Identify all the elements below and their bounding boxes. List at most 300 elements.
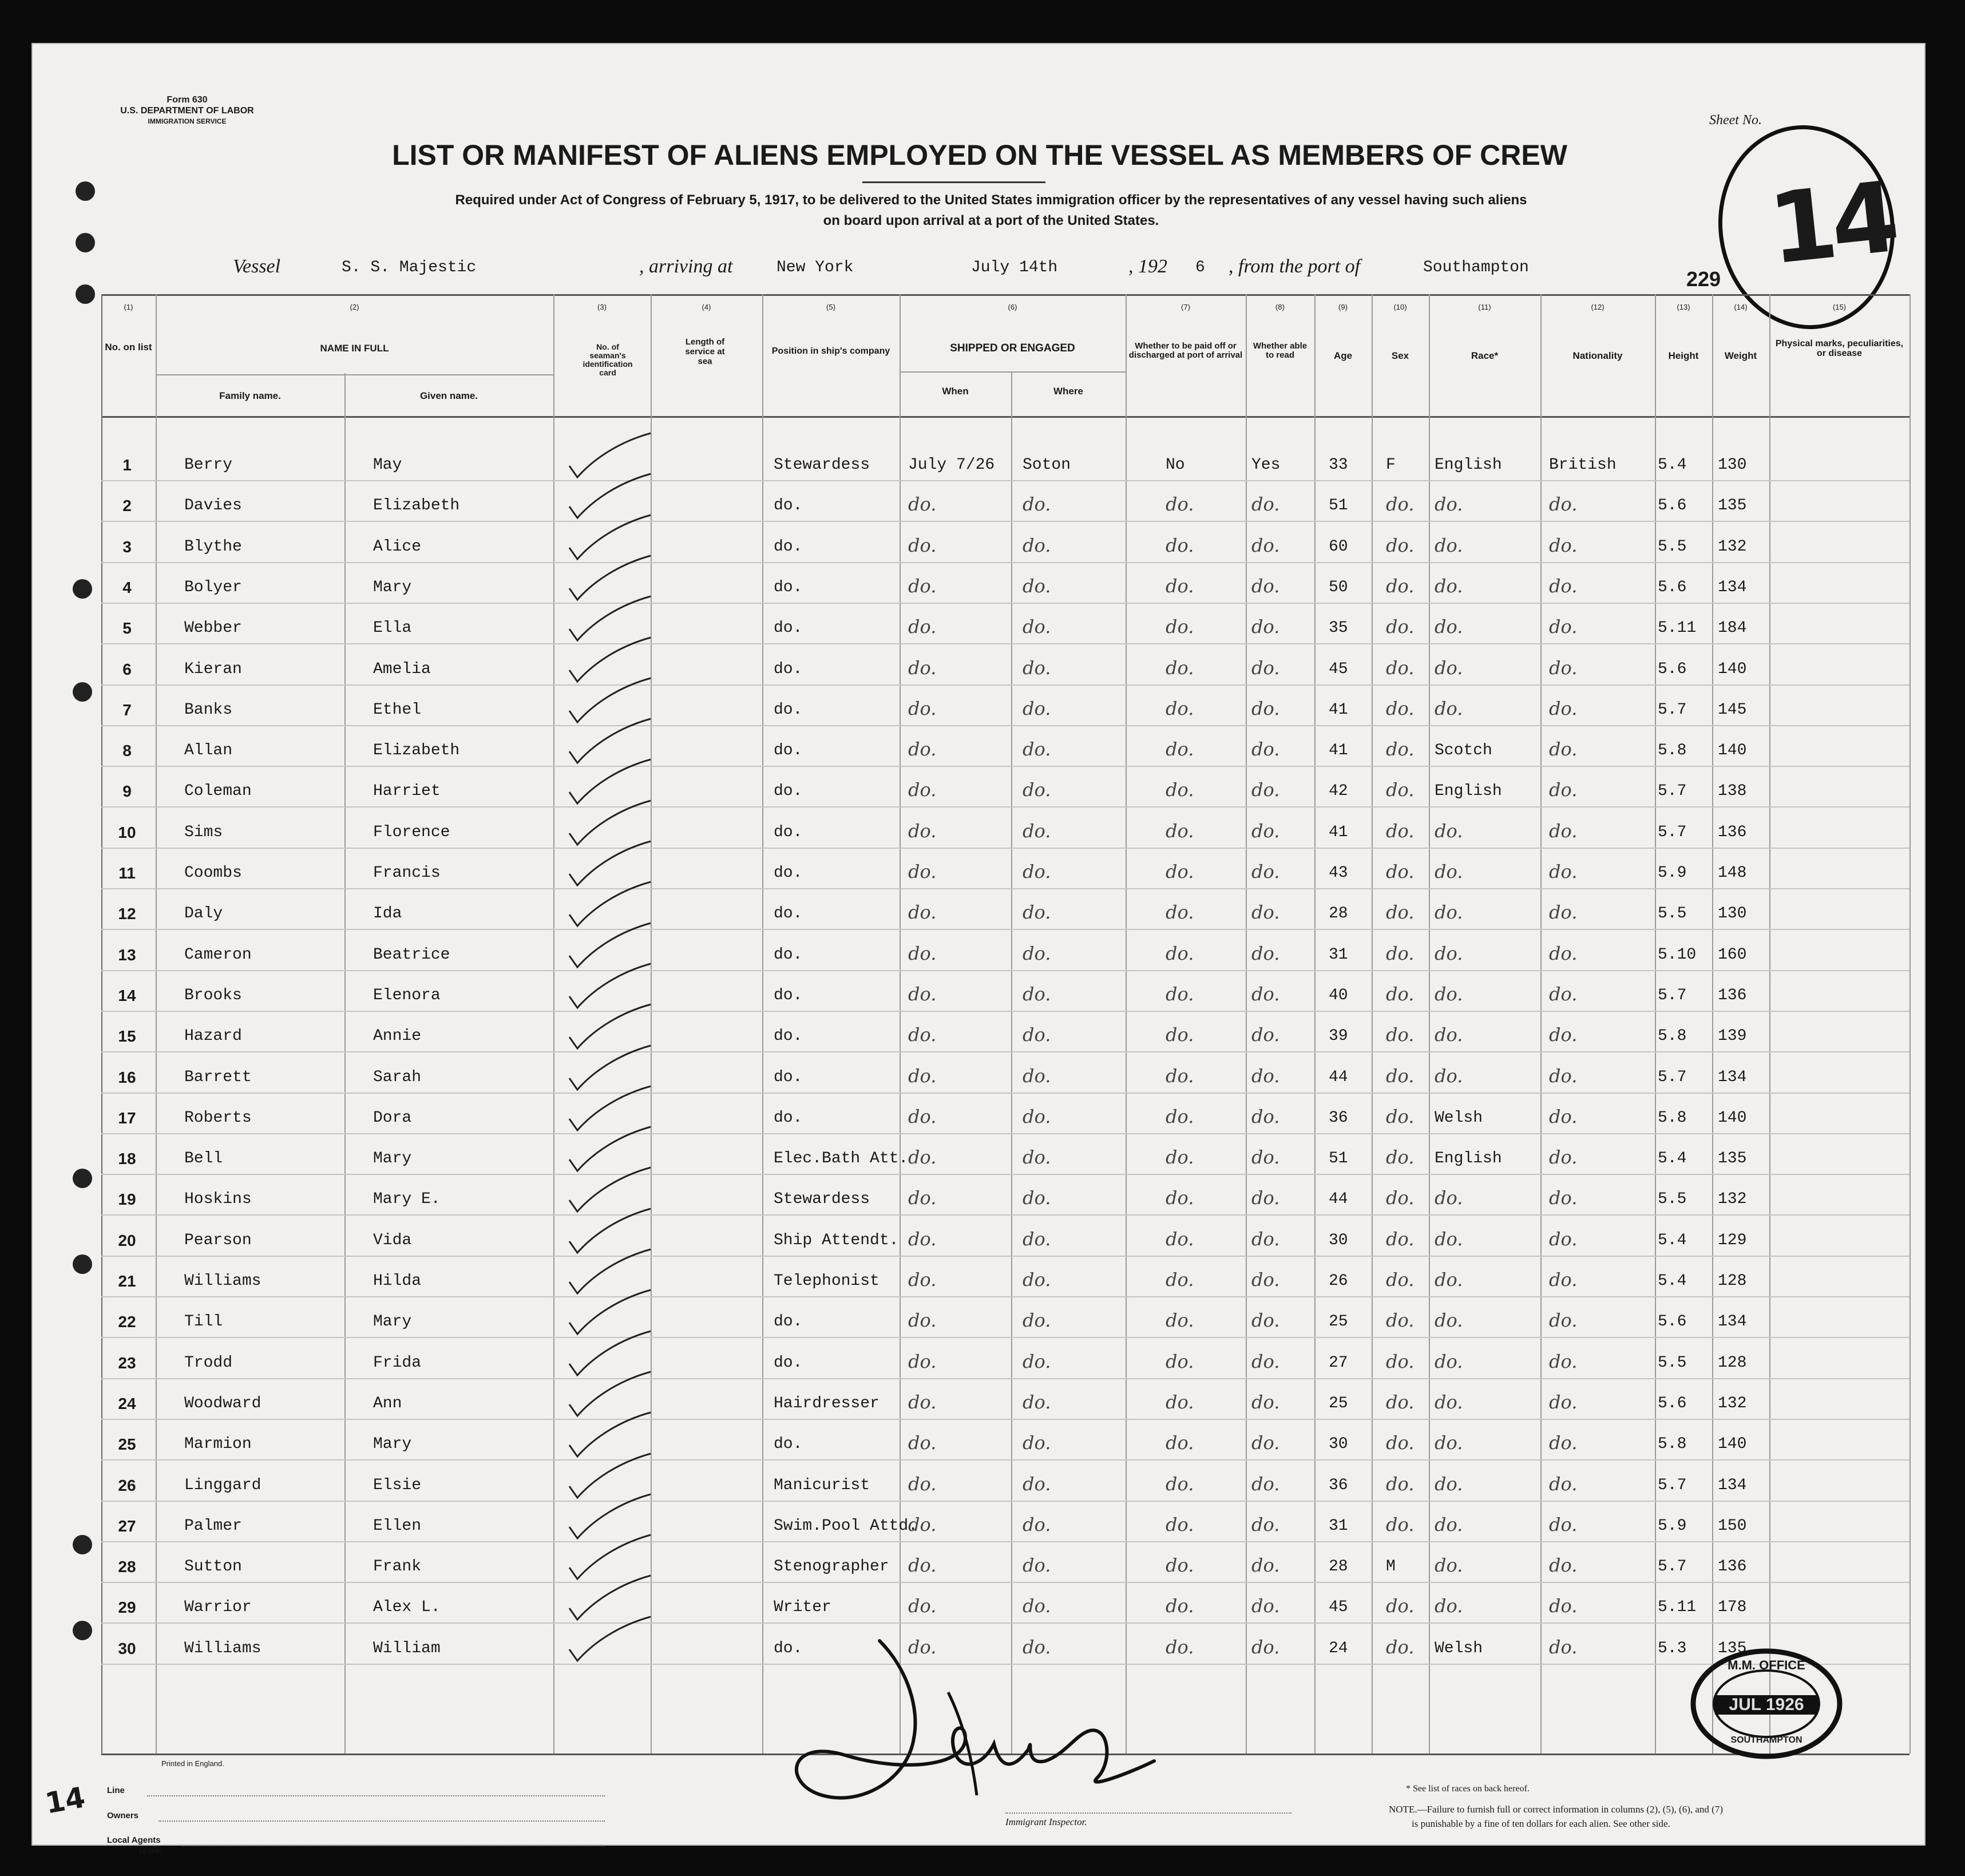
race-cell: do. — [1435, 943, 1463, 964]
row-number: 18 — [118, 1150, 136, 1167]
family-name-cell: Pearson — [184, 1232, 252, 1249]
nationality-cell: do. — [1549, 698, 1578, 719]
age-cell: 33 — [1329, 456, 1348, 474]
race-cell: do. — [1435, 698, 1463, 719]
stamp-bottom-text: SOUTHAMPTON — [1730, 1735, 1802, 1745]
family-name-cell: Blythe — [184, 538, 242, 556]
col-header-name: NAME IN FULL — [320, 343, 389, 354]
paid-off-cell: do. — [1166, 535, 1194, 556]
position-cell: Elec.Bath Att. — [774, 1150, 909, 1167]
form-header-block — [84, 94, 290, 127]
race-cell: English — [1435, 782, 1502, 800]
race-cell: do. — [1435, 983, 1463, 1005]
able-to-read-cell: do. — [1251, 1595, 1280, 1617]
paid-off-cell: do. — [1166, 616, 1194, 638]
position-cell: do. — [774, 1640, 803, 1657]
footer-owners-label: Owners — [107, 1811, 139, 1820]
form-number: Form 630 — [167, 95, 208, 105]
punch-hole — [73, 1535, 92, 1554]
able-to-read-cell: do. — [1251, 983, 1280, 1005]
form-service: IMMIGRATION SERVICE — [148, 117, 227, 125]
shipped-when-cell: do. — [908, 1595, 937, 1617]
row-number: 24 — [118, 1395, 136, 1412]
row-number: 8 — [122, 742, 132, 759]
row-rule — [101, 806, 1909, 808]
row-number: 6 — [122, 660, 132, 678]
weight-cell: 130 — [1718, 456, 1747, 474]
weight-cell: 134 — [1718, 1477, 1747, 1494]
nationality-cell: do. — [1549, 1146, 1578, 1168]
shipped-when-cell: do. — [908, 1309, 937, 1331]
sex-cell: do. — [1386, 1106, 1415, 1127]
position-cell: do. — [774, 660, 803, 678]
shipped-when-cell: do. — [908, 983, 937, 1005]
col-11-number: (11) — [1478, 303, 1491, 311]
mm-office-stamp — [1689, 1647, 1844, 1761]
row-number: 20 — [118, 1232, 136, 1249]
shipped-where-cell: do. — [1023, 1187, 1051, 1209]
shipped-where-cell: do. — [1023, 1473, 1051, 1495]
position-cell: do. — [774, 538, 803, 556]
nationality-cell: do. — [1549, 1473, 1578, 1495]
shipped-when-cell: do. — [908, 1269, 937, 1291]
row-rule — [101, 1459, 1909, 1461]
position-cell: do. — [774, 1435, 803, 1453]
nationality-cell: do. — [1549, 1595, 1578, 1617]
punch-hole — [73, 1254, 92, 1274]
weight-cell: 140 — [1718, 1435, 1747, 1453]
age-cell: 51 — [1329, 497, 1348, 514]
year-digit: 6 — [1195, 259, 1205, 276]
family-name-cell: Hoskins — [184, 1190, 252, 1208]
paid-off-cell: do. — [1166, 1554, 1194, 1576]
sex-cell: do. — [1386, 698, 1415, 719]
row-rule — [101, 929, 1909, 930]
given-name-cell: Elizabeth — [373, 497, 460, 514]
position-cell: Telephonist — [774, 1272, 880, 1290]
shipped-when-cell: do. — [908, 1391, 937, 1413]
height-cell: 5.10 — [1658, 946, 1697, 964]
height-cell: 5.8 — [1658, 742, 1687, 759]
given-name-cell: Hilda — [373, 1272, 422, 1290]
race-cell: do. — [1435, 1187, 1463, 1209]
able-to-read-cell: do. — [1251, 1065, 1280, 1087]
row-rule — [101, 1378, 1909, 1379]
weight-cell: 140 — [1718, 660, 1747, 678]
family-name-cell: Coombs — [184, 864, 242, 882]
position-cell: Stewardess — [774, 1190, 870, 1208]
age-cell: 39 — [1329, 1027, 1348, 1045]
position-cell: Stewardess — [774, 456, 870, 474]
paid-off-cell: do. — [1166, 861, 1194, 882]
given-name-cell: Elizabeth — [373, 742, 460, 759]
paid-off-cell: do. — [1166, 943, 1194, 964]
row-rule — [101, 1541, 1909, 1542]
shipped-when-cell: do. — [908, 535, 937, 556]
col-header-height: Height — [1668, 350, 1699, 361]
sex-cell: do. — [1386, 535, 1415, 556]
position-cell: Writer — [774, 1598, 831, 1616]
shipped-when-cell: do. — [908, 1146, 937, 1168]
nationality-cell: do. — [1549, 1554, 1578, 1576]
family-name-cell: Williams — [184, 1272, 262, 1290]
col-7-number: (7) — [1181, 303, 1190, 311]
able-to-read-cell: Yes — [1251, 456, 1281, 474]
row-rule — [101, 684, 1909, 686]
paid-off-cell: do. — [1166, 657, 1194, 679]
race-cell: do. — [1435, 535, 1463, 556]
row-rule — [101, 521, 1909, 522]
family-name-cell: Banks — [184, 701, 233, 719]
position-cell: do. — [774, 1068, 803, 1086]
sex-cell: do. — [1386, 1473, 1415, 1495]
weight-cell: 139 — [1718, 1027, 1747, 1045]
height-cell: 5.7 — [1658, 701, 1687, 719]
paid-off-cell: do. — [1166, 1391, 1194, 1413]
col-9-number: (9) — [1338, 303, 1348, 311]
family-name-cell: Kieran — [184, 660, 242, 678]
nationality-cell: do. — [1549, 1024, 1578, 1046]
nationality-cell: do. — [1549, 943, 1578, 964]
col-header-number: No. on list — [105, 342, 152, 353]
shipped-where-cell: do. — [1023, 738, 1051, 760]
given-name-cell: Mary — [373, 1313, 412, 1331]
sex-cell: do. — [1386, 1269, 1415, 1291]
shipped-when-cell: July 7/26 — [908, 456, 995, 474]
given-name-cell: Ann — [373, 1395, 402, 1412]
weight-cell: 145 — [1718, 701, 1747, 719]
family-name-cell: Till — [184, 1313, 223, 1331]
given-name-cell: Frida — [373, 1354, 422, 1372]
row-number: 7 — [122, 701, 132, 719]
shipped-where-cell: do. — [1023, 657, 1051, 679]
race-cell: do. — [1435, 1065, 1463, 1087]
shipped-where-cell: do. — [1023, 779, 1051, 801]
height-cell: 5.6 — [1658, 579, 1687, 596]
printed-in-note: Printed in England. — [161, 1759, 224, 1768]
weight-cell: 136 — [1718, 1558, 1747, 1576]
footer-line-field — [147, 1795, 605, 1796]
able-to-read-cell: do. — [1251, 1351, 1280, 1372]
position-cell: do. — [774, 824, 803, 841]
age-cell: 43 — [1329, 864, 1348, 882]
race-cell: do. — [1435, 1309, 1463, 1331]
nationality-cell: British — [1549, 456, 1617, 474]
shipped-when-cell: do. — [908, 779, 937, 801]
able-to-read-cell: do. — [1251, 1554, 1280, 1576]
weight-cell: 150 — [1718, 1517, 1747, 1535]
shipped-when-cell: do. — [908, 738, 937, 760]
weight-cell: 134 — [1718, 1068, 1747, 1086]
family-name-cell: Williams — [184, 1640, 262, 1657]
col-header-given-name: Given name. — [419, 390, 478, 401]
sex-cell: do. — [1386, 1595, 1415, 1617]
able-to-read-cell: do. — [1251, 1391, 1280, 1413]
sex-cell: M — [1386, 1558, 1396, 1576]
able-to-read-cell: do. — [1251, 1146, 1280, 1168]
shipped-where-cell: do. — [1023, 1432, 1051, 1454]
row-rule — [101, 1093, 1909, 1094]
footer-owners-field — [159, 1820, 605, 1822]
family-name-cell: Daly — [184, 905, 223, 923]
weight-cell: 148 — [1718, 864, 1747, 882]
shipped-where-cell: do. — [1023, 1269, 1051, 1291]
row-number: 13 — [118, 946, 136, 964]
row-number: 9 — [122, 782, 132, 800]
row-number: 30 — [118, 1640, 136, 1657]
family-name-cell: Bolyer — [184, 579, 242, 596]
row-rule — [101, 1419, 1909, 1420]
col-header-seaman-card: No. of seaman's identification card — [583, 342, 633, 377]
family-name-cell: Warrior — [184, 1598, 252, 1616]
col-12-number: (12) — [1591, 303, 1605, 311]
row-rule — [101, 1174, 1909, 1175]
col-6-number: (6) — [1008, 303, 1017, 311]
family-name-cell: Sutton — [184, 1558, 242, 1576]
weight-cell: 135 — [1718, 1150, 1747, 1167]
sex-cell: do. — [1386, 493, 1415, 515]
paid-off-cell: No — [1166, 456, 1185, 474]
able-to-read-cell: do. — [1251, 1228, 1280, 1250]
position-cell: do. — [774, 1354, 803, 1372]
row-number: 5 — [122, 619, 132, 637]
position-cell: Manicurist — [774, 1477, 870, 1494]
sex-cell: do. — [1386, 657, 1415, 679]
sex-cell: do. — [1386, 779, 1415, 801]
shipped-when-cell: do. — [908, 1187, 937, 1209]
position-cell: do. — [774, 619, 803, 637]
race-cell: do. — [1435, 657, 1463, 679]
col-header-sex: Sex — [1391, 350, 1409, 361]
paid-off-cell: do. — [1166, 901, 1194, 923]
sex-cell: do. — [1386, 1309, 1415, 1331]
row-number: 25 — [118, 1435, 136, 1453]
able-to-read-cell: do. — [1251, 1309, 1280, 1331]
nationality-cell: do. — [1549, 901, 1578, 923]
height-cell: 5.8 — [1658, 1435, 1687, 1453]
shipped-when-cell: do. — [908, 1636, 937, 1658]
shipped-when-cell: do. — [908, 493, 937, 515]
row-number: 27 — [118, 1517, 136, 1535]
sheet-number-handwritten: 14 — [1764, 161, 1899, 287]
position-cell: do. — [774, 946, 803, 964]
position-cell: Hairdresser — [774, 1395, 880, 1412]
col-15-number: (15) — [1832, 303, 1847, 311]
age-cell: 25 — [1329, 1395, 1348, 1412]
arrival-date: July 14th — [971, 259, 1058, 276]
row-rule — [101, 603, 1909, 604]
height-cell: 5.11 — [1658, 1598, 1697, 1616]
sex-cell: do. — [1386, 820, 1415, 842]
col-8-number: (8) — [1275, 303, 1285, 311]
paid-off-cell: do. — [1166, 575, 1194, 597]
height-cell: 5.7 — [1658, 1558, 1687, 1576]
sex-cell: do. — [1386, 1514, 1415, 1535]
able-to-read-cell: do. — [1251, 1636, 1280, 1658]
age-cell: 31 — [1329, 1517, 1348, 1535]
nationality-cell: do. — [1549, 1351, 1578, 1372]
able-to-read-cell: do. — [1251, 820, 1280, 842]
nationality-cell: do. — [1549, 1309, 1578, 1331]
col-header-nationality: Nationality — [1572, 350, 1623, 361]
races-note: * See list of races on back hereof. — [1406, 1784, 1530, 1794]
given-name-cell: Amelia — [373, 660, 431, 678]
age-cell: 30 — [1329, 1232, 1348, 1249]
nationality-cell: do. — [1549, 657, 1578, 679]
sex-cell: do. — [1386, 983, 1415, 1005]
shipped-when-cell: do. — [908, 575, 937, 597]
nationality-cell: do. — [1549, 820, 1578, 842]
given-name-cell: May — [373, 456, 402, 474]
footer-agents-field — [181, 1845, 605, 1846]
margin-handwritten-mark: 14 — [42, 1780, 88, 1820]
height-cell: 5.6 — [1658, 1395, 1687, 1412]
nationality-cell: do. — [1549, 1269, 1578, 1291]
paid-off-cell: do. — [1166, 493, 1194, 515]
position-cell: Ship Attendt. — [774, 1232, 899, 1249]
row-rule — [101, 848, 1909, 849]
footer-code: 14-1240 — [138, 1848, 162, 1855]
shipped-where-cell: do. — [1023, 1636, 1051, 1658]
given-name-cell: Dora — [373, 1109, 412, 1127]
age-cell: 30 — [1329, 1435, 1348, 1453]
subtitle-line-1: Required under Act of Congress of February 5, 1917, to be delivered to the United States immigration officer by the representatives of any vessel having such aliens — [455, 192, 1527, 208]
weight-cell: 129 — [1718, 1232, 1747, 1249]
height-cell: 5.5 — [1658, 1354, 1687, 1372]
weight-cell: 136 — [1718, 987, 1747, 1004]
sex-cell: do. — [1386, 901, 1415, 923]
weight-cell: 140 — [1718, 742, 1747, 759]
height-cell: 5.7 — [1658, 1068, 1687, 1086]
position-cell: do. — [774, 701, 803, 719]
subtitle-line-2: on board upon arrival at a port of the United States. — [823, 213, 1159, 228]
given-name-cell: Ellen — [373, 1517, 422, 1535]
row-number: 12 — [118, 905, 136, 923]
punch-hole — [76, 284, 95, 304]
arriving-label: , arriving at — [639, 256, 733, 277]
age-cell: 28 — [1329, 905, 1348, 923]
shipped-where-cell: do. — [1023, 1554, 1051, 1576]
shipped-where-cell: do. — [1023, 943, 1051, 964]
paid-off-cell: do. — [1166, 1106, 1194, 1127]
row-number: 17 — [118, 1109, 136, 1127]
position-cell: do. — [774, 905, 803, 923]
family-name-cell: Davies — [184, 497, 242, 514]
able-to-read-cell: do. — [1251, 1269, 1280, 1291]
col-10-number: (10) — [1393, 303, 1407, 311]
height-cell: 5.4 — [1658, 456, 1687, 474]
sex-cell: do. — [1386, 1146, 1415, 1168]
age-cell: 31 — [1329, 946, 1348, 964]
shipped-when-cell: do. — [908, 1473, 937, 1495]
able-to-read-cell: do. — [1251, 861, 1280, 882]
row-rule — [101, 725, 1909, 726]
shipped-where-cell: do. — [1023, 1146, 1051, 1168]
row-rule — [101, 766, 1909, 767]
given-name-cell: Beatrice — [373, 946, 450, 964]
nationality-cell: do. — [1549, 1106, 1578, 1127]
col-header-race: Race* — [1471, 350, 1499, 361]
family-name-cell: Marmion — [184, 1435, 252, 1453]
shipped-when-cell: do. — [908, 657, 937, 679]
shipped-where-cell: do. — [1023, 1595, 1051, 1617]
arrival-port: New York — [777, 259, 854, 276]
paid-off-cell: do. — [1166, 1187, 1194, 1209]
shipped-when-cell: do. — [908, 1351, 937, 1372]
row-number: 28 — [118, 1558, 136, 1576]
weight-cell: 134 — [1718, 1313, 1747, 1331]
given-name-cell: Mary — [373, 1435, 412, 1453]
height-cell: 5.6 — [1658, 497, 1687, 514]
given-name-cell: Frank — [373, 1558, 422, 1576]
shipped-where-cell: do. — [1023, 1391, 1051, 1413]
nationality-cell: do. — [1549, 1228, 1578, 1250]
paid-off-cell: do. — [1166, 1269, 1194, 1291]
height-cell: 5.7 — [1658, 782, 1687, 800]
col-header-able-to-read: Whether able to read — [1253, 341, 1308, 360]
row-rule — [101, 480, 1909, 481]
shipped-when-cell: do. — [908, 1106, 937, 1127]
family-name-cell: Cameron — [184, 946, 252, 964]
punch-hole — [73, 682, 92, 702]
col-5-number: (5) — [826, 303, 835, 311]
col-header-paid-off: Whether to be paid off or discharged at port of arrival — [1128, 341, 1243, 360]
col-header-when: When — [942, 386, 969, 397]
col-14-number: (14) — [1734, 303, 1748, 311]
age-cell: 25 — [1329, 1313, 1348, 1331]
height-cell: 5.9 — [1658, 1517, 1687, 1535]
family-name-cell: Bell — [184, 1150, 223, 1167]
sex-cell: do. — [1386, 616, 1415, 638]
age-cell: 41 — [1329, 742, 1348, 759]
able-to-read-cell: do. — [1251, 616, 1280, 638]
height-cell: 5.4 — [1658, 1272, 1687, 1290]
weight-cell: 184 — [1718, 619, 1747, 637]
col-1-number: (1) — [124, 303, 133, 311]
stamp-date: JUL 1926 — [1715, 1695, 1818, 1715]
weight-cell: 136 — [1718, 824, 1747, 841]
row-rule — [101, 1337, 1909, 1338]
age-cell: 42 — [1329, 782, 1348, 800]
shipped-when-cell: do. — [908, 1432, 937, 1454]
row-rule — [101, 888, 1909, 889]
race-cell: do. — [1435, 1554, 1463, 1576]
col-2-number: (2) — [350, 303, 359, 311]
shipped-where-cell: do. — [1023, 1228, 1051, 1250]
row-number: 22 — [118, 1313, 136, 1331]
given-name-cell: William — [373, 1640, 441, 1657]
able-to-read-cell: do. — [1251, 535, 1280, 556]
race-cell: do. — [1435, 575, 1463, 597]
family-name-cell: Coleman — [184, 782, 252, 800]
row-number: 29 — [118, 1598, 136, 1616]
check-mark-icon — [565, 1614, 656, 1665]
row-number: 3 — [122, 538, 132, 556]
col-header-service-length: Length of service at sea — [685, 337, 725, 366]
col-13-number: (13) — [1677, 303, 1690, 311]
sex-cell: do. — [1386, 1432, 1415, 1454]
penalty-note-line-1: NOTE.—Failure to furnish full or correct information in columns (2), (5), (6), and (7) — [1389, 1804, 1723, 1815]
height-cell: 5.8 — [1658, 1027, 1687, 1045]
shipped-where-cell: do. — [1023, 1065, 1051, 1087]
col-3-number: (3) — [597, 303, 607, 311]
form-department: U.S. DEPARTMENT OF LABOR — [120, 106, 254, 116]
row-number: 2 — [122, 497, 132, 514]
given-name-cell: Harriet — [373, 782, 441, 800]
nationality-cell: do. — [1549, 575, 1578, 597]
sex-cell: do. — [1386, 1391, 1415, 1413]
age-cell: 41 — [1329, 701, 1348, 719]
